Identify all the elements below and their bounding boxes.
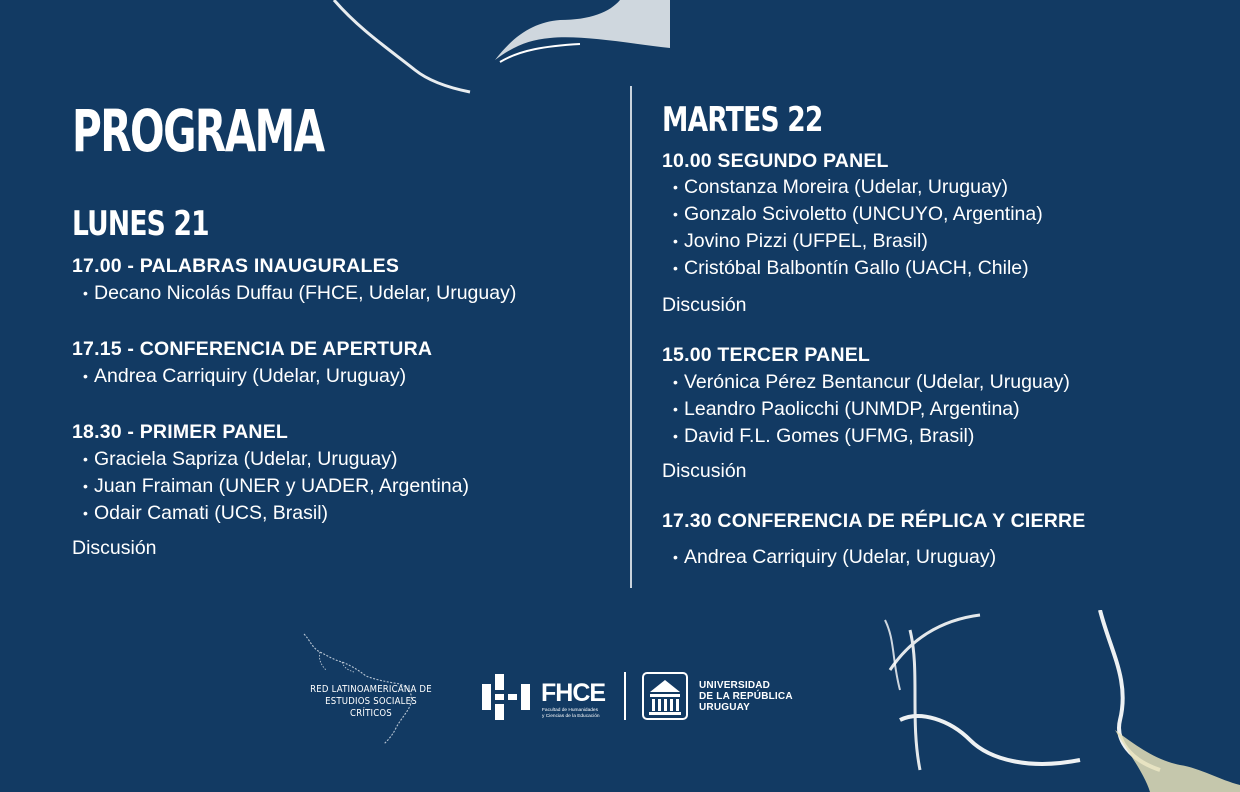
speaker-item: • Gonzalo Scivoletto (UNCUYO, Argentina)	[662, 201, 1043, 228]
speaker-item: • Andrea Carriquiry (Udelar, Uruguay)	[72, 363, 406, 390]
discussion-label: Discusión	[662, 294, 747, 316]
session-title: 15.00 TERCER PANEL	[662, 344, 871, 366]
session-title: 17.15 - CONFERENCIA DE APERTURA	[72, 338, 433, 360]
udelar-logo-text: UNIVERSIDAD DE LA REPÚBLICA URUGUAY	[699, 680, 793, 713]
day-heading-monday: LUNES 21	[72, 204, 209, 244]
speaker-item: • Odair Camati (UCS, Brasil)	[72, 500, 469, 527]
speaker-item: • Juan Fraiman (UNER y UADER, Argentina)	[72, 473, 469, 500]
fhce-name: FHCE	[541, 679, 606, 707]
speaker-list	[72, 446, 469, 527]
session-title: 17.30 CONFERENCIA DE RÉPLICA Y CIERRE	[662, 510, 1086, 532]
fhce-logo-icon	[482, 674, 530, 720]
speaker-item: • David F.L. Gomes (UFMG, Brasil)	[662, 423, 1070, 450]
decorative-crack-bottom	[880, 610, 1240, 792]
logo-separator	[624, 672, 626, 720]
speaker-item: • Jovino Pizzi (UFPEL, Brasil)	[662, 228, 1043, 255]
speaker-item: • Cristóbal Balbontín Gallo (UACH, Chile)	[662, 255, 1043, 282]
speaker-item: • Constanza Moreira (Udelar, Uruguay)	[662, 174, 1043, 201]
red-latinoamericana-logo-text: RED LATINOAMERICANA DE ESTUDIOS SOCIALES CRÍTICOS	[310, 684, 432, 719]
speaker-list	[662, 174, 1043, 282]
fhce-subtitle: Facultad de Humanidades y Ciencias de la Educación	[542, 708, 600, 719]
speaker-list	[72, 280, 516, 307]
udelar-building-icon	[642, 672, 688, 720]
session-title: 10.00 SEGUNDO PANEL	[662, 150, 889, 172]
session-title: 18.30 - PRIMER PANEL	[72, 421, 289, 443]
speaker-item: • Verónica Pérez Bentancur (Udelar, Uruguay)	[662, 369, 1070, 396]
session-title: 17.00 - PALABRAS INAUGURALES	[72, 255, 400, 277]
column-divider	[630, 86, 632, 588]
speaker-list	[662, 544, 996, 571]
speaker-item: • Decano Nicolás Duffau (FHCE, Udelar, Uruguay)	[72, 280, 516, 307]
speaker-list	[72, 363, 406, 390]
decorative-crack-top	[320, 0, 700, 100]
day-heading-tuesday: MARTES 22	[662, 100, 823, 140]
discussion-label: Discusión	[72, 537, 157, 559]
speaker-list	[662, 369, 1070, 450]
page-title: PROGRAMA	[72, 97, 324, 165]
speaker-item: • Andrea Carriquiry (Udelar, Uruguay)	[662, 544, 996, 571]
speaker-item: • Graciela Sapriza (Udelar, Uruguay)	[72, 446, 469, 473]
discussion-label: Discusión	[662, 460, 747, 482]
speaker-item: • Leandro Paolicchi (UNMDP, Argentina)	[662, 396, 1070, 423]
